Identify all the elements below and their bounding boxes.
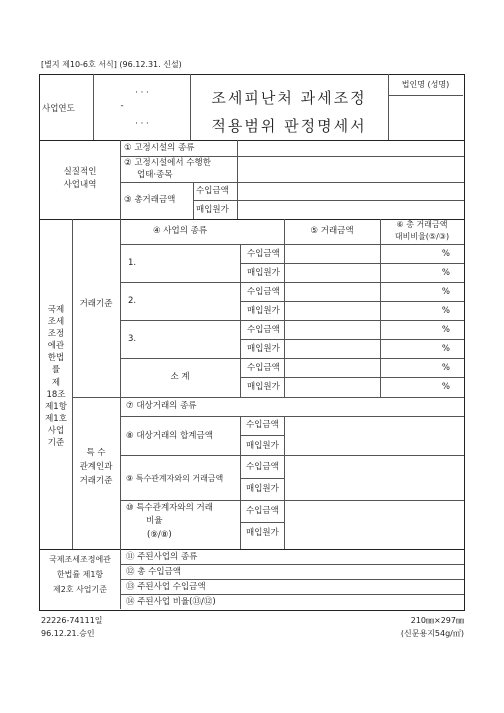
facility-type-field[interactable]	[239, 142, 461, 155]
section-1-label: 국제 조세 조정 에관 한법 률 제 18조 제1항 제1호 사업 기준	[45, 305, 67, 449]
subtotal-pct1: %	[441, 363, 450, 373]
section-2-label-3: 제2호 사업기준	[52, 585, 107, 594]
trade-row-2-revenue: 수입금액	[247, 287, 280, 297]
trade-row-3-pct1: %	[441, 325, 450, 335]
item-3-label: ③ 총거래금액	[124, 195, 176, 205]
form-note: [별지 제10-6호 서식] (96.12.31. 신설)	[41, 60, 182, 69]
trade-row-2-purchase: 매입원가	[247, 306, 280, 316]
item-10-purchase: 매입원가	[246, 528, 279, 538]
form-code: 22226-74111일	[41, 616, 103, 625]
trade-row-1-num: 1.	[128, 258, 137, 268]
total-purchase-field[interactable]	[239, 202, 461, 218]
trade-row-2-pct1: %	[441, 287, 450, 297]
form-title-line1: 조세피난처 과세조정	[211, 89, 367, 107]
related-basis-label-1: 특 수	[86, 448, 106, 458]
corp-name-field[interactable]	[390, 97, 462, 139]
section-2-label-2: 한법률 제1항	[56, 570, 104, 579]
total-purchase-label: 매입원가	[196, 205, 229, 215]
item-8-revenue: 수입금액	[246, 420, 279, 430]
fiscal-year-end[interactable]: · · ·	[135, 119, 149, 129]
col-ratio-line2: 대비비율(⑤/③)	[394, 232, 450, 241]
trade-row-3-revenue: 수입금액	[247, 325, 280, 335]
item-12-label: ⑫ 총 수입금액	[126, 567, 181, 577]
approval-date: 96.12.21.승인	[41, 629, 95, 638]
item-9-purchase: 매입원가	[246, 484, 279, 494]
corp-name-label: 법인명 (성명)	[401, 80, 450, 89]
item-14-field[interactable]	[240, 596, 462, 608]
total-revenue-label: 수입금액	[196, 186, 229, 196]
actual-business-label-2: 사업내역	[63, 180, 97, 190]
item-8-field[interactable]	[286, 418, 462, 454]
subtotal-purchase: 매입원가	[247, 382, 280, 392]
fiscal-year-start[interactable]: · · ·	[135, 88, 149, 98]
item-10-label-3: (⑨/⑧)	[147, 530, 172, 540]
facility-business-field[interactable]	[239, 158, 461, 181]
item-13-label: ⑬ 주된사업 수입금액	[126, 582, 206, 592]
trade-row-3-pct2: %	[441, 344, 450, 354]
item-8-label: ⑧ 대상거래의 합계금액	[126, 431, 213, 441]
item-13-field[interactable]	[240, 581, 462, 593]
trade-row-1-pct1: %	[441, 249, 450, 259]
item-8-purchase: 매입원가	[246, 441, 279, 451]
item-11-label: ⑪ 주된사업의 종류	[126, 552, 198, 562]
item-9-revenue: 수입금액	[246, 462, 279, 472]
trade-basis-label: 거래기준	[79, 299, 113, 309]
fiscal-year-dash: -	[120, 101, 124, 111]
section-2-label-1: 국제조세조정에관	[49, 555, 111, 564]
item-10-revenue: 수입금액	[246, 506, 279, 516]
fiscal-year-label: 사업연도	[42, 104, 75, 114]
item-9-field[interactable]	[286, 457, 462, 499]
total-revenue-field[interactable]	[239, 184, 461, 199]
item-14-label: ⑭ 주된사업 비율(⑬/⑫)	[126, 597, 216, 607]
related-basis-label-3: 거래기준	[79, 476, 113, 486]
item-7-field[interactable]	[242, 399, 462, 415]
trade-row-3-num: 3.	[128, 334, 137, 344]
col-business-type: ④ 사업의 종류	[152, 226, 208, 236]
trade-row-1-pct2: %	[441, 268, 450, 278]
form-title-line2: 적용범위 판정명세서	[211, 117, 367, 135]
trade-row-2-pct2: %	[441, 306, 450, 316]
trade-row-2-num: 2.	[128, 296, 137, 306]
related-basis-label-2: 관계인과	[79, 462, 113, 472]
trade-row-1-purchase: 매입원가	[247, 268, 280, 278]
subtotal-pct2: %	[441, 382, 450, 392]
item-1-label: ① 고정시설의 종류	[124, 143, 195, 153]
item-11-field[interactable]	[240, 551, 462, 563]
actual-business-label-1: 실질적인	[63, 167, 97, 177]
item-7-label: ⑦ 대상거래의 종류	[126, 401, 197, 411]
col-trade-amount: ⑤ 거래금액	[310, 226, 354, 236]
item-10-field[interactable]	[286, 502, 462, 548]
paper-size: 210㎜×297㎜	[410, 616, 464, 625]
subtotal-revenue: 수입금액	[247, 363, 280, 373]
item-2-label-sub: 업태·종목	[137, 170, 173, 180]
item-10-label-2: 비율	[146, 516, 163, 526]
item-2-label: ② 고정시설에서 수행한	[124, 158, 211, 168]
trade-row-3-purchase: 매입원가	[247, 344, 280, 354]
paper-type: (신문용지54g/㎡)	[400, 629, 464, 638]
item-9-label: ⑨ 특수관계자와의 거래금액	[126, 474, 224, 483]
item-12-field[interactable]	[240, 566, 462, 578]
trade-row-1-revenue: 수입금액	[247, 249, 280, 259]
subtotal-label: 소 계	[170, 372, 190, 382]
col-ratio-line1: ⑥ 총 거래금액	[396, 220, 448, 229]
item-10-label-1: ⑩ 특수관계자와의 거래	[126, 503, 213, 513]
